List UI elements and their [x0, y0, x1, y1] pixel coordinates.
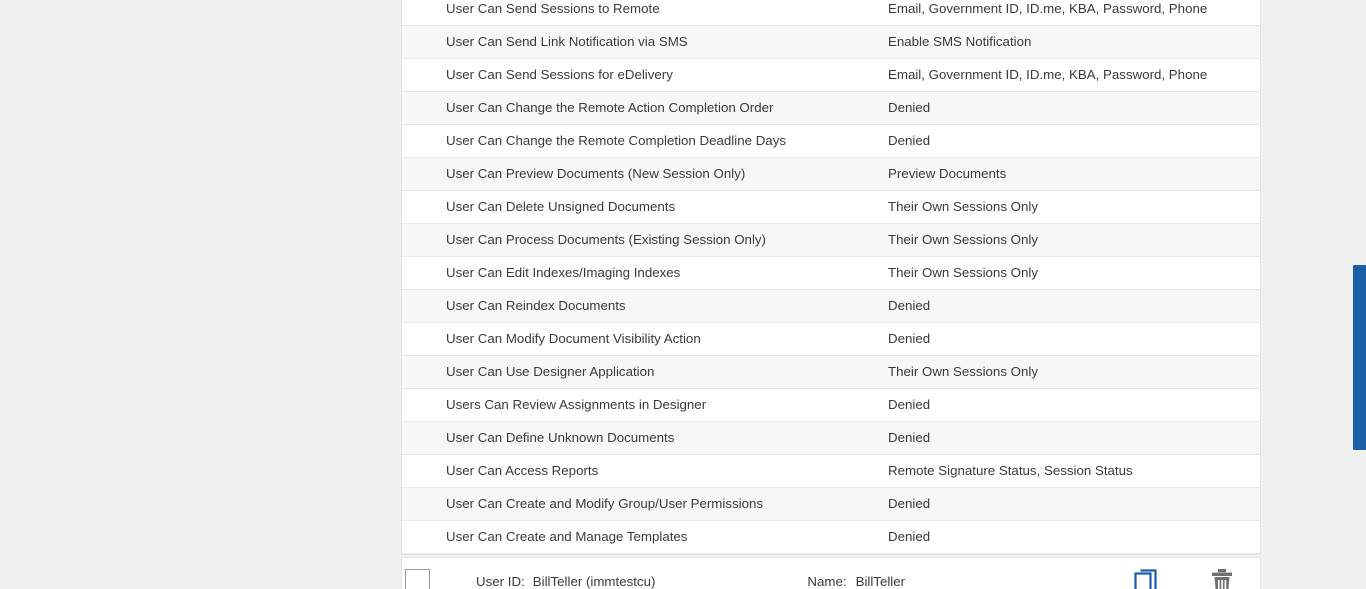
table-row[interactable]	[402, 224, 1260, 257]
user-id-value: BillTeller (immtestcu)	[532, 573, 656, 589]
permission-name: User Can Modify Document Visibility Action	[402, 323, 846, 356]
permissions-table-body	[402, 0, 1260, 554]
row-actions	[1131, 567, 1260, 589]
table-row[interactable]	[402, 257, 1260, 290]
permission-value: Their Own Sessions Only	[846, 356, 1260, 389]
permissions-panel	[401, 0, 1261, 555]
permission-value: Their Own Sessions Only	[846, 191, 1260, 224]
table-row[interactable]	[402, 488, 1260, 521]
permission-value: Denied	[846, 488, 1260, 521]
permission-name: User Can Use Designer Application	[402, 356, 846, 389]
permission-name: User Can Create and Modify Group/User Permissions	[402, 488, 846, 521]
permission-value: Denied	[846, 125, 1260, 158]
permission-name: User Can Change the Remote Action Completion Order	[402, 92, 846, 125]
table-row[interactable]	[402, 59, 1260, 92]
permission-name: User Can Create and Manage Templates	[402, 521, 846, 554]
permission-name: Users Can Review Assignments in Designer	[402, 389, 846, 422]
page-scrollbar[interactable]	[1352, 0, 1366, 589]
permission-name: User Can Send Sessions to Remote	[402, 0, 846, 26]
user-id-label: User ID:	[476, 573, 525, 589]
table-row[interactable]	[402, 356, 1260, 389]
permission-value: Enable SMS Notification	[846, 26, 1260, 59]
permission-name: User Can Reindex Documents	[402, 290, 846, 323]
permission-value: Denied	[846, 92, 1260, 125]
copy-icon[interactable]	[1131, 567, 1159, 589]
table-row[interactable]	[402, 290, 1260, 323]
permission-value: Denied	[846, 323, 1260, 356]
permission-value: Remote Signature Status, Session Status	[846, 455, 1260, 488]
permission-value: Denied	[846, 290, 1260, 323]
permission-value: Email, Government ID, ID.me, KBA, Password, Phone	[846, 59, 1260, 92]
permission-value: Their Own Sessions Only	[846, 224, 1260, 257]
name-value: BillTeller	[855, 573, 906, 589]
permission-name: User Can Preview Documents (New Session Only)	[402, 158, 846, 191]
permission-name: User Can Process Documents (Existing Session Only)	[402, 224, 846, 257]
permission-value: Denied	[846, 422, 1260, 455]
table-row[interactable]	[402, 455, 1260, 488]
name-label: Name:	[807, 573, 847, 589]
table-row[interactable]	[402, 422, 1260, 455]
permission-name: User Can Send Link Notification via SMS	[402, 26, 846, 59]
user-select-checkbox[interactable]	[405, 569, 430, 589]
permission-value: Preview Documents	[846, 158, 1260, 191]
permission-value: Denied	[846, 521, 1260, 554]
permission-name: User Can Change the Remote Completion Deadline Days	[402, 125, 846, 158]
scrollbar-thumb[interactable]	[1353, 265, 1366, 450]
table-row[interactable]	[402, 92, 1260, 125]
table-row[interactable]	[402, 323, 1260, 356]
permission-value: Their Own Sessions Only	[846, 257, 1260, 290]
permission-name: User Can Access Reports	[402, 455, 846, 488]
permission-value: Email, Government ID, ID.me, KBA, Password, Phone	[846, 0, 1260, 26]
permission-name: User Can Define Unknown Documents	[402, 422, 846, 455]
table-row[interactable]	[402, 125, 1260, 158]
table-row[interactable]	[402, 191, 1260, 224]
table-row[interactable]	[402, 0, 1260, 26]
permission-name: User Can Delete Unsigned Documents	[402, 191, 846, 224]
table-row[interactable]	[402, 389, 1260, 422]
table-row[interactable]	[402, 158, 1260, 191]
permission-name: User Can Send Sessions for eDelivery	[402, 59, 846, 92]
user-summary-row[interactable]	[401, 557, 1261, 589]
table-row[interactable]	[402, 521, 1260, 554]
permission-value: Denied	[846, 389, 1260, 422]
permissions-table	[402, 0, 1260, 554]
permission-name: User Can Edit Indexes/Imaging Indexes	[402, 257, 846, 290]
table-row[interactable]	[402, 26, 1260, 59]
trash-icon[interactable]	[1209, 567, 1235, 589]
